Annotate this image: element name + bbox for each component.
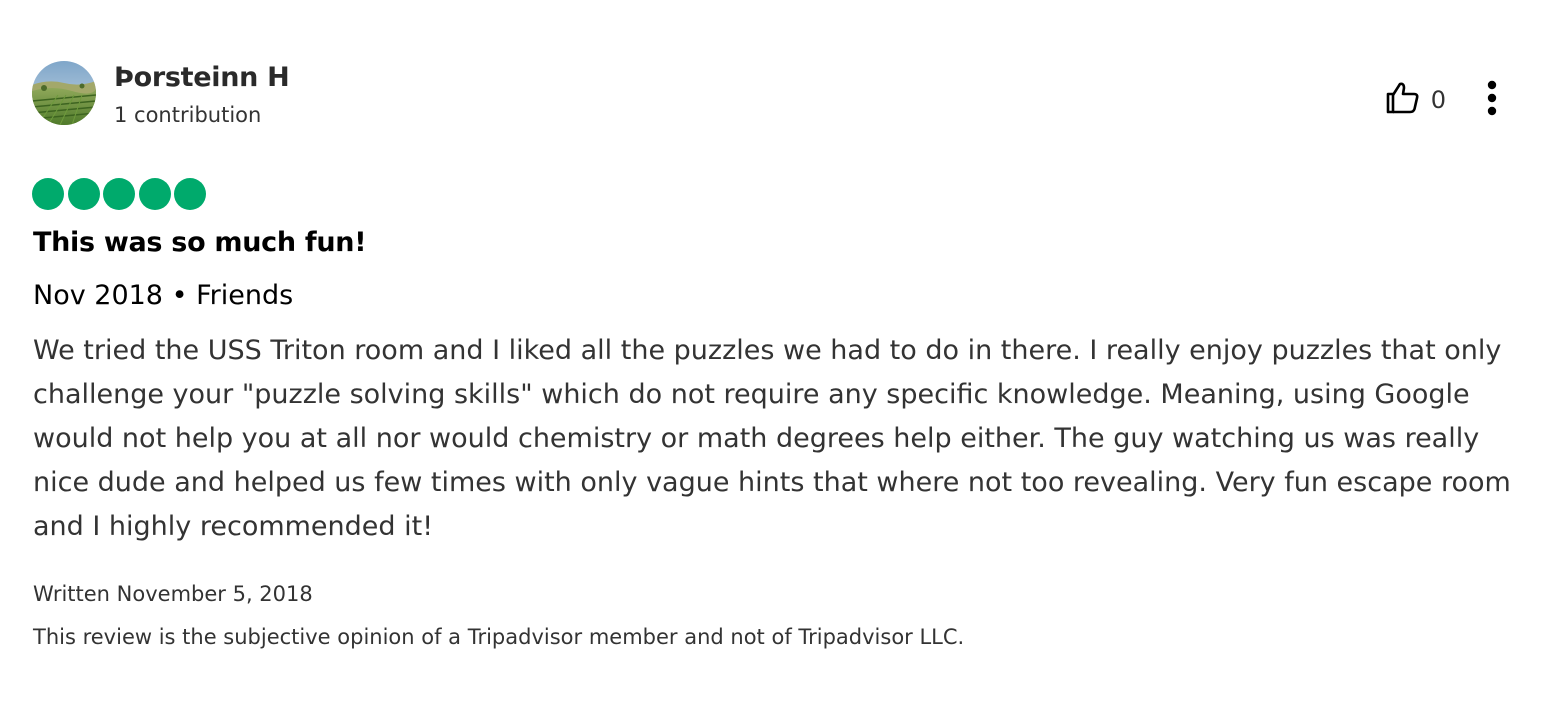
review-disclaimer: This review is the subjective opinion of a Tripadvisor member and not of Tripadvisor LLC. bbox=[33, 625, 965, 649]
rating-bubble bbox=[103, 178, 135, 210]
avatar[interactable] bbox=[32, 61, 96, 125]
more-options-button[interactable] bbox=[1480, 80, 1504, 120]
more-vertical-icon bbox=[1486, 80, 1498, 120]
author-name[interactable]: Þorsteinn H bbox=[114, 62, 290, 93]
rating-bubble bbox=[32, 178, 64, 210]
written-date: Written November 5, 2018 bbox=[33, 582, 313, 606]
review-title: This was so much fun! bbox=[33, 227, 367, 258]
review-trip-info: Nov 2018 • Friends bbox=[33, 280, 294, 311]
avatar-landscape-image bbox=[32, 61, 96, 125]
rating-bubble bbox=[139, 178, 171, 210]
review-body: We tried the USS Triton room and I liked all the puzzles we had to do in there. I really enjoy puzzles that only challenge your "puzzle solving skills" which do not require any specific knowledge. Meaning, using Google would not help you at all nor would chemistry or math degrees help either. The guy watching us was really nice dude and helped us few times with only vague hints that where not too revealing. Very fun escape room and I highly recommended it! bbox=[33, 335, 1511, 542]
author-contributions: 1 contribution bbox=[114, 103, 262, 127]
author-block bbox=[114, 61, 289, 128]
helpful-count: 0 bbox=[1430, 86, 1446, 114]
helpful-vote-button[interactable] bbox=[1385, 80, 1446, 120]
rating-bubble bbox=[68, 178, 100, 210]
review-header bbox=[32, 61, 289, 128]
review-actions bbox=[1385, 80, 1504, 120]
bubble-rating bbox=[32, 178, 210, 210]
rating-bubble bbox=[174, 178, 206, 210]
thumbs-up-icon bbox=[1385, 80, 1421, 120]
